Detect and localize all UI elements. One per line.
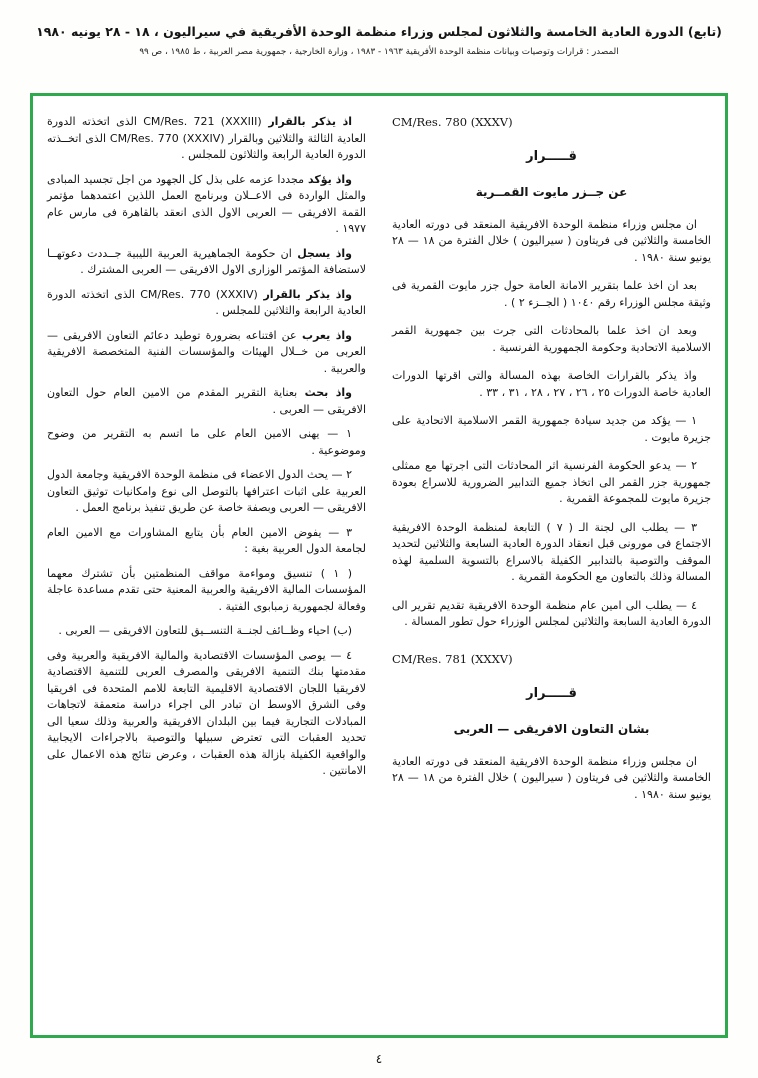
paragraph-text: ٢ — يحث الدول الاعضاء فى منظمة الوحدة الافريقية وجامعة الدول العربية على اثبات اعترافها بالتوصل الى نوع وامكانيات توثيق التعاون الافريقى — العربى وبصفة خاصة عن طريق تنفيذ برنامج العمل . (47, 468, 366, 514)
resolution-point: ٢ — يدعو الحكومة الفرنسية اثر المحادثات التى اجرتها مع ممثلى جمهورية جزر القمر الى اتخاذ جميع التدابير الضرورية للاسراع بعودة جزيرة مايوت للمجموعة القمرية . (392, 459, 711, 506)
paragraph-text: بعناية التقرير المقدم من الامين العام حول التعاون الافريقى — العربى . (47, 386, 366, 416)
paragraph-text: ان حكومة الجماهيرية العربية الليبية جــددت دعوتهــا لاستضافة المؤتمر الوزارى الاول الافريقى — العربى المشترك . (47, 246, 366, 276)
paragraph-lead: واذ يسجل (297, 246, 352, 260)
paragraph-text: CM/Res. 770 (XXXIV) الذى اتخذته الدورة العادية الرابعة والثلاثين للمجلس . (47, 287, 366, 317)
paragraph: ان مجلس وزراء منظمة الوحدة الافريقية المنعقد فى دورته العادية الخامسة والثلاثين فى فريتاون ( سيراليون ) خلال الفترة من ١٨ — ٢٨ يونيو سنة ١٩٨٠ . (392, 217, 711, 264)
document-frame (30, 93, 728, 1038)
paragraph-text: ٤ — يوصى المؤسسات الاقتصادية والمالية الافريقية والعربية وفى مقدمتها بنك التنمية الافريقى والمصرف العربى للتنمية الاقتصادية لافريقيا اللجان الاقتصادية الاقليمية التابعة للامم المتحدة فى افريقيا وفى الشرق الاوسط ان تبادر الى اجراء دراسة متعمقة لاتجاهات المبادلات التجارية فيما بين البلدان الافريقية والعربية وذلك سعيا الى تحديد العقبات التى تعترض سبيلها والتوصية بالاجراءات الايجابية والواقعية الكفيلة بازالة هذه العقبات ، وعرض نتائج هذه الاعمال على الامانتين . (47, 648, 366, 777)
paragraph (47, 114, 366, 164)
paragraph-text: مجددا عزمه على بذل كل الجهود من اجل تجسيد المبادى والمثل الواردة فى الاعــلان وبرنامج العمل اللذين اعتمدهما مؤتمر القمة الافريقى — العربى الاول الذى انعقد بالقاهرة فى مارس عام ١٩٧٧ . (47, 172, 366, 235)
paragraph-text: (ب) احياء وظــائف لجنــة التنســيق للتعاون الافريقى — العربى . (58, 624, 352, 637)
paragraph-lead: واذ بحث (304, 386, 352, 399)
paragraph (47, 287, 366, 320)
resolution-point (47, 467, 366, 517)
paragraph-text: CM/Res. 721 (XXXIII) الذى اتخذته الدورة العادية الثالثة والثلاثين وبالقرار CM/Res. 770 (XXXIV) الذى اتخــذته الدورة العادية الرابعة والثلاثون للمجلس . (47, 115, 366, 161)
resolution-subpoint (47, 566, 366, 616)
resolution-title-781: قـــــرار (526, 686, 577, 701)
paragraph-text: ٣ — يفوض الامين العام بأن يتابع المشاورات مع الامين العام لجامعة الدول العربية بغية : (47, 525, 366, 555)
resolution-point (47, 648, 366, 780)
right-column (392, 114, 711, 1023)
paragraph-lead: واذ يذكر بالقرار (263, 287, 352, 301)
paragraph: وبعد ان اخذ علما بالمحادثات التى جرت بين جمهورية القمر الاسلامية الاتحادية وحكومة الجمهورية الفرنسية . (392, 324, 711, 354)
header-title: (تابع) الدورة العادية الخامسة والثلاثون لمجلس وزراء منظمة الوحدة الأفريقية في سيراليون ، ١٨ - ٢٨ يونيه ١٩٨٠ (36, 24, 722, 39)
resolution-subtitle-781: بشان التعاون الافريقى — العربى (453, 721, 650, 736)
paragraph: ان مجلس وزراء منظمة الوحدة الافريقية المنعقد فى دورته العادية الخامسة والثلاثين فى فريتاون ( سيراليون ) خلال الفترة من ١٨ — ٢٨ يونيو سنة ١٩٨٠ . (392, 754, 711, 801)
paragraph: بعد ان اخذ علما بتقرير الامانة العامة حول جزر مايوت القمرية فى وثيقة مجلس الوزراء رقم ١٠٤٠ ( الجــزء ٢ ) . (392, 279, 711, 309)
header-source: المصدر : قرارات وتوصيات وبيانات منظمة الوحدة الأفريقية ١٩٦٣ - ١٩٨٣ ، وزارة الخارجية ، جمهورية مصر العربية ، ط ١٩٨٥ ، ص ٩٩ (139, 47, 619, 57)
resolution-point (47, 525, 366, 558)
resolution-781-block (392, 651, 711, 803)
paragraph: واذ يذكر بالقرارات الخاصة بهذه المسالة والتى اقرتها الدورات العادية خاصة الدورات ٢٥ ، ٢٦ ، ٢٧ ، ٢٨ ، ٣١ ، ٣٣ . (392, 369, 711, 399)
page-header (0, 0, 758, 57)
paragraph (47, 246, 366, 279)
paragraph-text: ١ — يهنى الامين العام على ما اتسم به التقرير من وضوح وموضوعية . (47, 427, 366, 457)
resolution-point (47, 426, 366, 459)
paragraph-lead: اذ يذكر بالقرار (268, 115, 352, 128)
resolution-ref-780: CM/Res. 780 (XXXV) (392, 115, 513, 129)
left-column (47, 114, 366, 1023)
resolution-subtitle-780: عن جــزر مايوت القمــرية (475, 184, 628, 199)
paragraph (47, 385, 366, 418)
resolution-subpoint (47, 623, 366, 640)
two-column-layout (47, 114, 711, 1023)
paragraph-text: عن اقتناعه بضرورة توطيد دعائم التعاون الافريقى — العربى من خــلال الهيئات والمؤسسات الفنية المتخصصة الافريقية والعربية . (47, 328, 366, 375)
paragraph-text: ( ١ ) تنسيق ومواءمة مواقف المنظمتين بأن تشترك معهما المؤسسات المالية الافريقية والعربية المعنية حتى تقدم مساعدة عاجلة وفعالة لجمهورية زمبابوى الفتية . (47, 566, 366, 613)
resolution-point: ١ — يؤكد من جديد سيادة جمهورية القمر الاسلامية الاتحادية على جزيرة مايوت . (392, 414, 711, 444)
resolution-point: ٣ — يطلب الى لجنة الـ ( ٧ ) التابعة لمنظمة الوحدة الافريقية الاجتماع فى مورونى قبل انعقاد الدورة العادية السابعة والثلاثين لتحديد الموقف والتوصية بالتدابير الكفيلة بالاسراع بالتسوية السلمية لهذه المسالة وذلك بالتعاون مع الحكومة القمرية . (392, 520, 711, 584)
paragraph (47, 328, 366, 378)
paragraph-lead: واذ يعرب (302, 328, 352, 342)
resolution-title-780: قـــــرار (526, 149, 577, 165)
paragraph (47, 172, 366, 238)
paragraph-lead: واذ يؤكد (308, 172, 352, 186)
resolution-point: ٤ — يطلب الى امين عام منظمة الوحدة الافريقية تقديم تقرير الى الدورة العادية السابعة والثلاثين لمجلس الوزراء حول تطور المسالة . (392, 598, 711, 629)
resolution-ref-781: CM/Res. 781 (XXXV) (392, 651, 513, 666)
page-number: ٤ (375, 1052, 383, 1066)
